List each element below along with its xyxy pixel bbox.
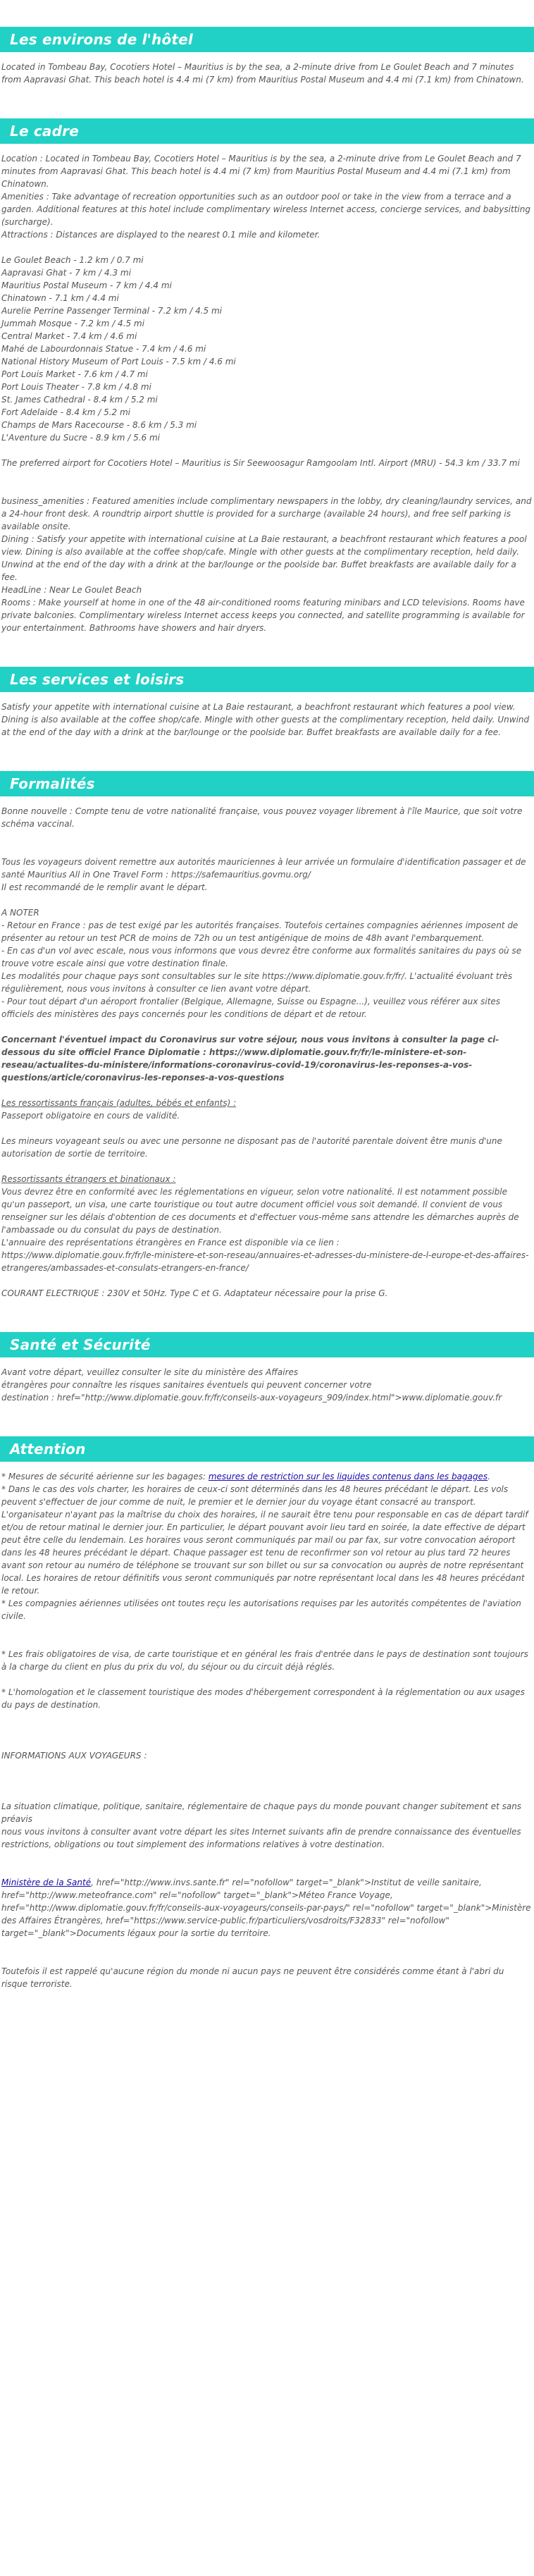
formalites-annuaire: L'annuaire des représentations étrangères en France est disponible via ce lien :	[1, 1238, 340, 1247]
distance-item: Port Louis Market - 7.6 km / 4.7 mi	[1, 369, 148, 379]
formalites-foreign-text: Vous devrez être en conformité avec les réglementations en vigueur, selon votre nationalité. Il est notamment possible qu'un passeport, un visa, une carte touristique ou tout autre document officiel vous soit demandé. Il convient de vous renseigner sur les délais d'obtention de ces documents et d'effectuer vous-même sans attendre les démarches auprès de l'ambassade ou du consulat du pays de destination.	[1, 1187, 519, 1235]
formalites-covid: Concernant l'éventuel impact du Coronavirus sur votre séjour, nous vous invitons à consulter la page ci-dessous du site officiel France Diplomatie : https://www.diplomatie.gouv.fr/fr/le-ministere-et-son-reseau/actualites-du-ministere/informations-coronavirus-covid-19/coronavirus-les-reponses-a-vos-questions/article/coronavirus-les-reponses-a-vos-questions	[1, 1035, 499, 1083]
formalites-residents-text: Passeport obligatoire en cours de validité.	[1, 1111, 180, 1121]
attention-links-text: , href="http://www.invs.sante.fr" rel="nofollow" target="_blank">Institut de veille sanitaire, href="http://www.meteofrance.com" rel="nofollow" target="_blank">Méteo France Voyage, href="http://www.diplomatie.gouv.fr/fr/conseils-aux-voyageurs/conseils-par-pays/" rel="nofollow" target="_blank">Ministère des Affaires Étrangères, href="https://www.service-public.fr/particuliers/vosdroits/F32833" rel="nofollow" target="_blank">Documents légaux pour la sortie du territoire.	[1, 1878, 531, 1938]
environs-text: Located in Tombeau Bay, Cocotiers Hotel – Mauritius is by the sea, a 2-minute drive from Le Goulet Beach and 7 minutes from Aapravasi Ghat. This beach hotel is 4.4 mi (7 km) from Mauritius Postal Museum and 4.4 mi (7.1 km) from Chinatown.	[1, 62, 524, 85]
environs-heading: Les environs de l'hôtel	[0, 27, 534, 52]
formalites-minors: Les mineurs voyageant seuls ou avec une personne ne disposant pas de l'autorité parentale doivent être munis d'une autorisation de sortie de territoire.	[1, 1136, 502, 1159]
cadre-headline: HeadLine : Near Le Goulet Beach	[1, 585, 142, 595]
cadre-business-amenities: business_amenities : Featured amenities include complimentary newspapers in the lobby, dry cleaning/laundry services, and a 24-hour front desk. A roundtrip airport shuttle is provided for a surcharge (available 24 hours), and free self parking is available onsite.	[1, 496, 532, 531]
services-heading: Les services et loisirs	[0, 667, 534, 692]
attention-body	[0, 1470, 534, 1990]
distance-item: Aurelie Perrine Passenger Terminal - 7.2 km / 4.5 mi	[1, 306, 223, 316]
formalites-form-advice: Il est recommandé de le remplir avant le départ.	[1, 882, 208, 892]
cadre-attractions: Attractions : Distances are displayed to the nearest 0.1 mile and kilometer.	[1, 230, 321, 240]
formalites-body	[0, 805, 534, 1300]
attention-heading: Attention	[0, 1436, 534, 1462]
formalites-form-text: Tous les voyageurs doivent remettre aux autorités mauriciennes à leur arrivée un formulaire d'identification passager et de santé Mauritius All in One Travel Form : https://safemauritius.govmu.org/	[1, 857, 526, 880]
cadre-dining: Dining : Satisfy your appetite with international cuisine at La Baie restaurant, a beachfront restaurant which features a pool view. Dining is also available at the coffee shop/cafe. Mingle with other guests at the complimentary reception, held daily. Unwind at the end of the day with a drink at the bar/lounge or the poolside bar. Buffet breakfasts are available daily for a fee.	[1, 534, 527, 582]
cadre-amenities: Amenities : Take advantage of recreation opportunities such as an outdoor pool or take in the view from a terrace and a garden. Additional features at this hotel include complimentary wireless Internet access, concierge services, and babysitting (surcharge).	[1, 192, 530, 227]
sante-body	[0, 1366, 534, 1404]
cadre-airport: The preferred airport for Cocotiers Hotel – Mauritius is Sir Seewoosagur Ramgoolam Intl. Airport (MRU) - 54.3 km / 33.7 mi	[1, 458, 520, 468]
distance-item: Port Louis Theater - 7.8 km / 4.8 mi	[1, 382, 151, 392]
distance-item: Champs de Mars Racecourse - 8.6 km / 5.3 mi	[1, 420, 197, 430]
sante-line: destination : href="http://www.diplomatie.gouv.fr/fr/conseils-aux-voyageurs_909/index.html">www.diplomatie.gouv.fr	[1, 1393, 502, 1403]
ministere-sante-link[interactable]: Ministère de la Santé	[1, 1878, 92, 1887]
formalites-note-line: Les modalités pour chaque pays sont consultables sur le site https://www.diplomatie.gouv.fr/fr/. L'actualité évoluant très régulièrement, nous vous invitons à consulter ce lien avant votre départ.	[1, 971, 513, 994]
sante-heading: Santé et Sécurité	[0, 1332, 534, 1357]
attention-links	[1, 1876, 533, 1940]
formalites-note-title: A NOTER	[1, 908, 39, 918]
attention-situation: La situation climatique, politique, sanitaire, réglementaire de chaque pays du monde pouvant changer subitement et sans préavis	[1, 1801, 522, 1824]
distance-item: Jummah Mosque - 7.2 km / 4.5 mi	[1, 319, 144, 328]
attention-info-title: INFORMATIONS AUX VOYAGEURS :	[1, 1751, 147, 1761]
formalites-residents-title: Les ressortissants français (adultes, bébés et enfants) :	[1, 1098, 237, 1108]
environs-body	[0, 61, 534, 86]
cadre-rooms: Rooms : Make yourself at home in one of the 48 air-conditioned rooms featuring minibars and LCD televisions. Rooms have private balconies. Complimentary wireless Internet access keeps you connected, and satellite programming is available for your entertainment. Bathrooms have showers and hair dryers.	[1, 598, 525, 633]
services-text: Satisfy your appetite with international cuisine at La Baie restaurant, a beachfront restaurant which features a pool view. Dining is also available at the coffee shop/cafe. Mingle with other guests at the complimentary reception, held daily. Unwind at the end of the day with a drink at the bar/lounge or the poolside bar. Buffet breakfasts are available daily for a fee.	[1, 702, 530, 737]
attention-charter: * Dans le cas des vols charter, les horaires de ceux-ci sont déterminés dans les 48 heures précédant le départ. Les vols peuvent s'effectuer de jour comme de nuit, le premier et le dernier jour du voyage étant consacré au transport. L'organisateur n'ayant pas la maîtrise du choix des horaires, il ne saurait être tenu pour responsable en cas de départ tardif et/ou de retour matinal le dernier jour. En particulier, le départ pouvant avoir lieu tard en soirée, la date effective de départ peut être celle du lendemain. Les horaires vous seront communiqués par mail ou par fax, sur votre convocation aéroport dans les 48 heures précédant le départ. Chaque passager est tenu de reconfirmer son vol retour au plus tard 72 heures avant son retour au numéro de téléphone se trouvant sur son billet ou sur sa convocation ou auprès de notre représentant local. Les horaires de retour définitifs vous seront communiqués par notre représentant local dans les 48 heures précédant le retour.	[1, 1484, 528, 1596]
formalites-heading: Formalités	[0, 771, 534, 796]
distance-item: Chinatown - 7.1 km / 4.4 mi	[1, 293, 119, 303]
attention-homologation: * L'homologation et le classement touristique des modes d'hébergement correspondent à la réglementation ou aux usages du pays de destination.	[1, 1687, 525, 1710]
distance-item: National History Museum of Port Louis - 7.5 km / 4.6 mi	[1, 357, 236, 366]
distance-item: Mahé de Labourdonnais Statue - 7.4 km / 4.6 mi	[1, 344, 206, 354]
attention-invite: nous vous invitons à consulter avant votre départ les sites Internet suivants afin de prendre connaissance des éventuelles restrictions, obligations ou tout simplement des informations relatives à votre destination.	[1, 1827, 521, 1849]
attention-security-prefix: * Mesures de sécurité aérienne sur les bagages:	[1, 1472, 209, 1481]
sante-line: Avant votre départ, veuillez consulter le site du ministère des Affaires	[1, 1367, 299, 1377]
distance-item: Le Goulet Beach - 1.2 km / 0.7 mi	[1, 255, 144, 265]
distance-item: Mauritius Postal Museum - 7 km / 4.4 mi	[1, 281, 172, 290]
formalites-good-news: Bonne nouvelle : Compte tenu de votre nationalité française, vous pouvez voyager librement à l'île Maurice, que soit votre schéma vaccinal.	[1, 806, 523, 829]
attention-frais: * Les frais obligatoires de visa, de carte touristique et en général les frais d'entrée dans le pays de destination sont toujours à la charge du client en plus du prix du vol, du séjour ou du circuit déjà réglés.	[1, 1649, 528, 1672]
distance-item: Fort Adelaide - 8.4 km / 5.2 mi	[1, 407, 131, 417]
formalites-note-line: - En cas d'un vol avec escale, nous vous informons que vous devrez être conforme aux formalités sanitaires du pays où se trouve votre escale ainsi que votre destination finale.	[1, 946, 522, 968]
formalites-note-line: - Retour en France : pas de test exigé par les autorités françaises. Toutefois certaines compagnies aériennes imposent de présenter au retour un test PCR de moins de 72h ou un test antigénique de moins de 48h avant l'embarquement.	[1, 920, 519, 943]
distance-item: St. James Cathedral - 8.4 km / 5.2 mi	[1, 395, 158, 405]
distance-item: L'Aventure du Sucre - 8.9 km / 5.6 mi	[1, 433, 160, 443]
formalites-annuaire-link: https://www.diplomatie.gouv.fr/fr/le-ministere-et-son-reseau/annuaires-et-adresses-du-ministere-de-l-europe-et-des-affaires-etrangeres/ambassades-et-consulats-etrangers-en-france/	[1, 1250, 529, 1273]
formalites-foreign-title: Ressortissants étrangers et binationaux :	[1, 1174, 176, 1184]
formalites-courant: COURANT ELECTRIQUE : 230V et 50Hz. Type C et G. Adaptateur nécessaire pour la prise G.	[1, 1288, 388, 1298]
liquids-restriction-link[interactable]: mesures de restriction sur les liquides contenus dans les bagages	[208, 1472, 488, 1481]
cadre-body	[0, 152, 534, 634]
attention-companies: * Les compagnies aériennes utilisées ont toutes reçu les autorisations requises par les autorités compétentes de l'aviation civile.	[1, 1598, 521, 1621]
distance-item: Central Market - 7.4 km / 4.6 mi	[1, 331, 137, 341]
services-body	[0, 701, 534, 739]
attention-security-suffix: .	[488, 1472, 490, 1481]
formalites-note-line: - Pour tout départ d'un aéroport frontalier (Belgique, Allemagne, Suisse ou Espagne...), veuillez vous référer aux sites officiels des ministères des pays concernés pour les conditions de départ et de retour.	[1, 997, 501, 1019]
sante-line: étrangères pour connaître les risques sanitaires éventuels qui peuvent concerner votre	[1, 1380, 372, 1390]
attention-terror: Toutefois il est rappelé qu'aucune région du monde ni aucun pays ne peuvent être considérés comme étant à l'abri du risque terroriste.	[1, 1966, 504, 1989]
distance-item: Aapravasi Ghat - 7 km / 4.3 mi	[1, 268, 131, 278]
attention-security	[1, 1470, 533, 1483]
cadre-location: Location : Located in Tombeau Bay, Cocotiers Hotel – Mauritius is by the sea, a 2-minute drive from Le Goulet Beach and 7 minutes from Aapravasi Ghat. This beach hotel is 4.4 mi (7 km) from Mauritius Postal Museum and 4.4 mi (7.1 km) from Chinatown.	[1, 154, 521, 189]
cadre-heading: Le cadre	[0, 118, 534, 144]
